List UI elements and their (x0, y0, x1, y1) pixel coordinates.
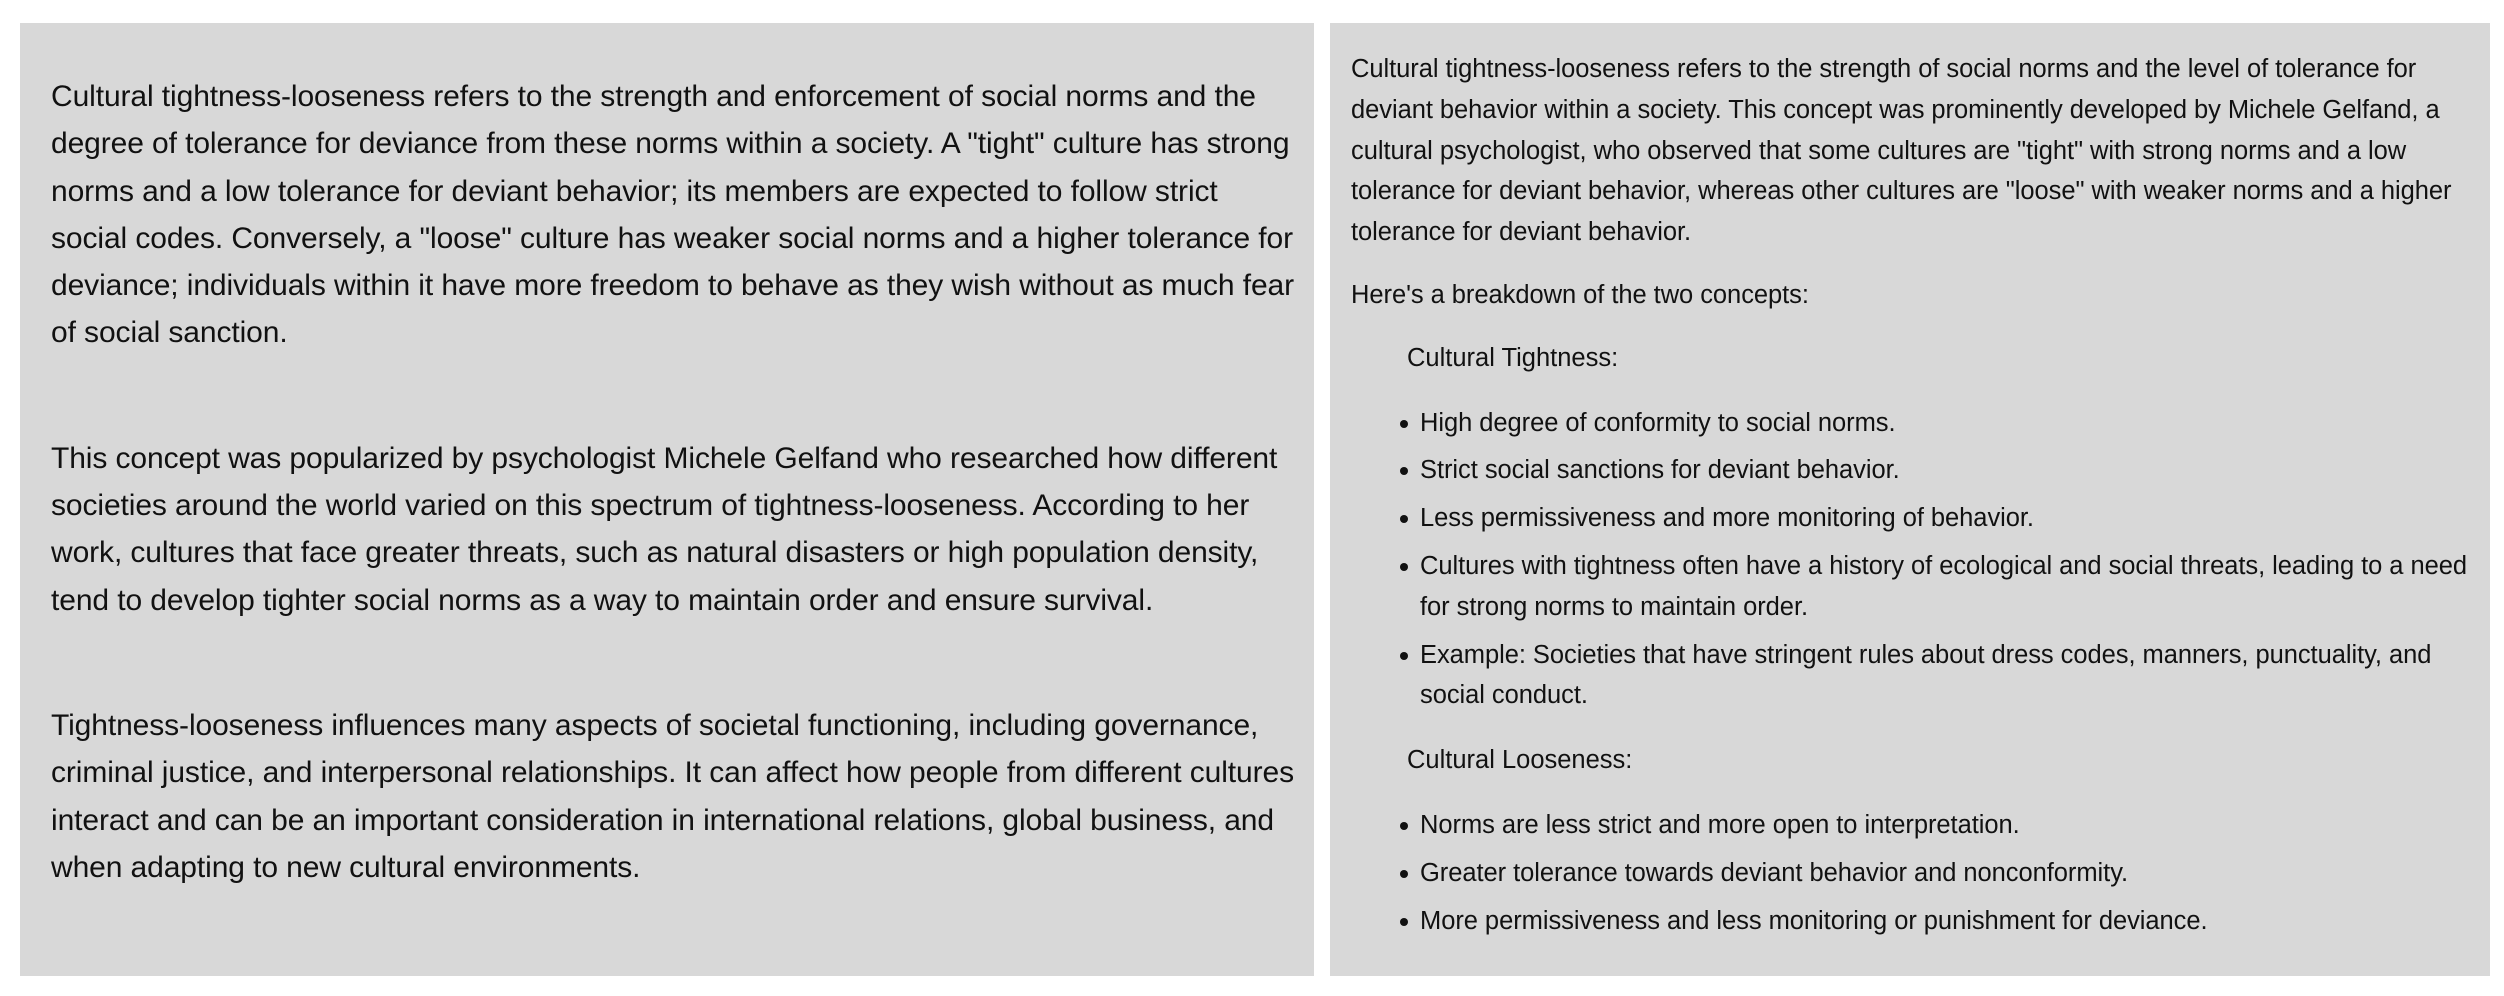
looseness-list (1351, 805, 2472, 941)
list-item: Norms are less strict and more open to interpretation. (1420, 805, 2472, 846)
left-response-panel (20, 23, 1314, 976)
list-item: More permissiveness and less monitoring or punishment for deviance. (1420, 901, 2472, 942)
right-intro-paragraph: Cultural tightness-looseness refers to the strength of social norms and the level of tolerance for deviant behavior within a society. This concept was prominently developed by Michele Gelfand, a cultural psychologist, who observed that some cultures are "tight" with strong norms and a low tolerance for deviant behavior, whereas other cultures are "loose" with weaker norms and a higher tolerance for deviant behavior. (1351, 55, 2452, 247)
breakdown-lead: Here's a breakdown of the two concepts: (1351, 280, 1809, 309)
tightness-heading: Cultural Tightness: (1407, 343, 1619, 372)
right-response-panel (1330, 23, 2490, 976)
left-paragraph-2: This concept was popularized by psychologist Michele Gelfand who researched how different societies around the world varied on this spectrum of tightness-looseness. According to her work, cultures that face greater threats, such as natural disasters or high population density, tend to develop tighter social norms as a way to maintain order and ensure survival. (51, 441, 1278, 617)
tightness-list (1351, 403, 2472, 717)
list-item: Greater tolerance towards deviant behavior and nonconformity. (1420, 853, 2472, 894)
looseness-heading: Cultural Looseness: (1407, 746, 1633, 775)
list-item: Example: Societies that have stringent rules about dress codes, manners, punctuality, and social conduct. (1420, 635, 2472, 717)
list-item: High degree of conformity to social norms. (1420, 403, 2472, 444)
list-item: Cultures with tightness often have a history of ecological and social threats, leading to a need for strong norms to maintain order. (1420, 546, 2472, 628)
list-item: Less permissiveness and more monitoring of behavior. (1420, 498, 2472, 539)
list-item: Strict social sanctions for deviant behavior. (1420, 450, 2472, 491)
left-paragraph-3: Tightness-looseness influences many aspects of societal functioning, including governance, criminal justice, and interpersonal relationships. It can affect how people from different cultures interact and can be an important consideration in international relations, global business, and when adapting to new cultural environments. (51, 708, 1294, 884)
left-paragraph-1: Cultural tightness-looseness refers to the strength and enforcement of social norms and the degree of tolerance for deviance from these norms within a society. A "tight" culture has strong norms and a low tolerance for deviant behavior; its members are expected to follow strict social codes. Conversely, a "loose" culture has weaker social norms and a higher tolerance for deviance; individuals within it have more freedom to behave as they wish without as much fear of social sanction. (51, 80, 1295, 350)
